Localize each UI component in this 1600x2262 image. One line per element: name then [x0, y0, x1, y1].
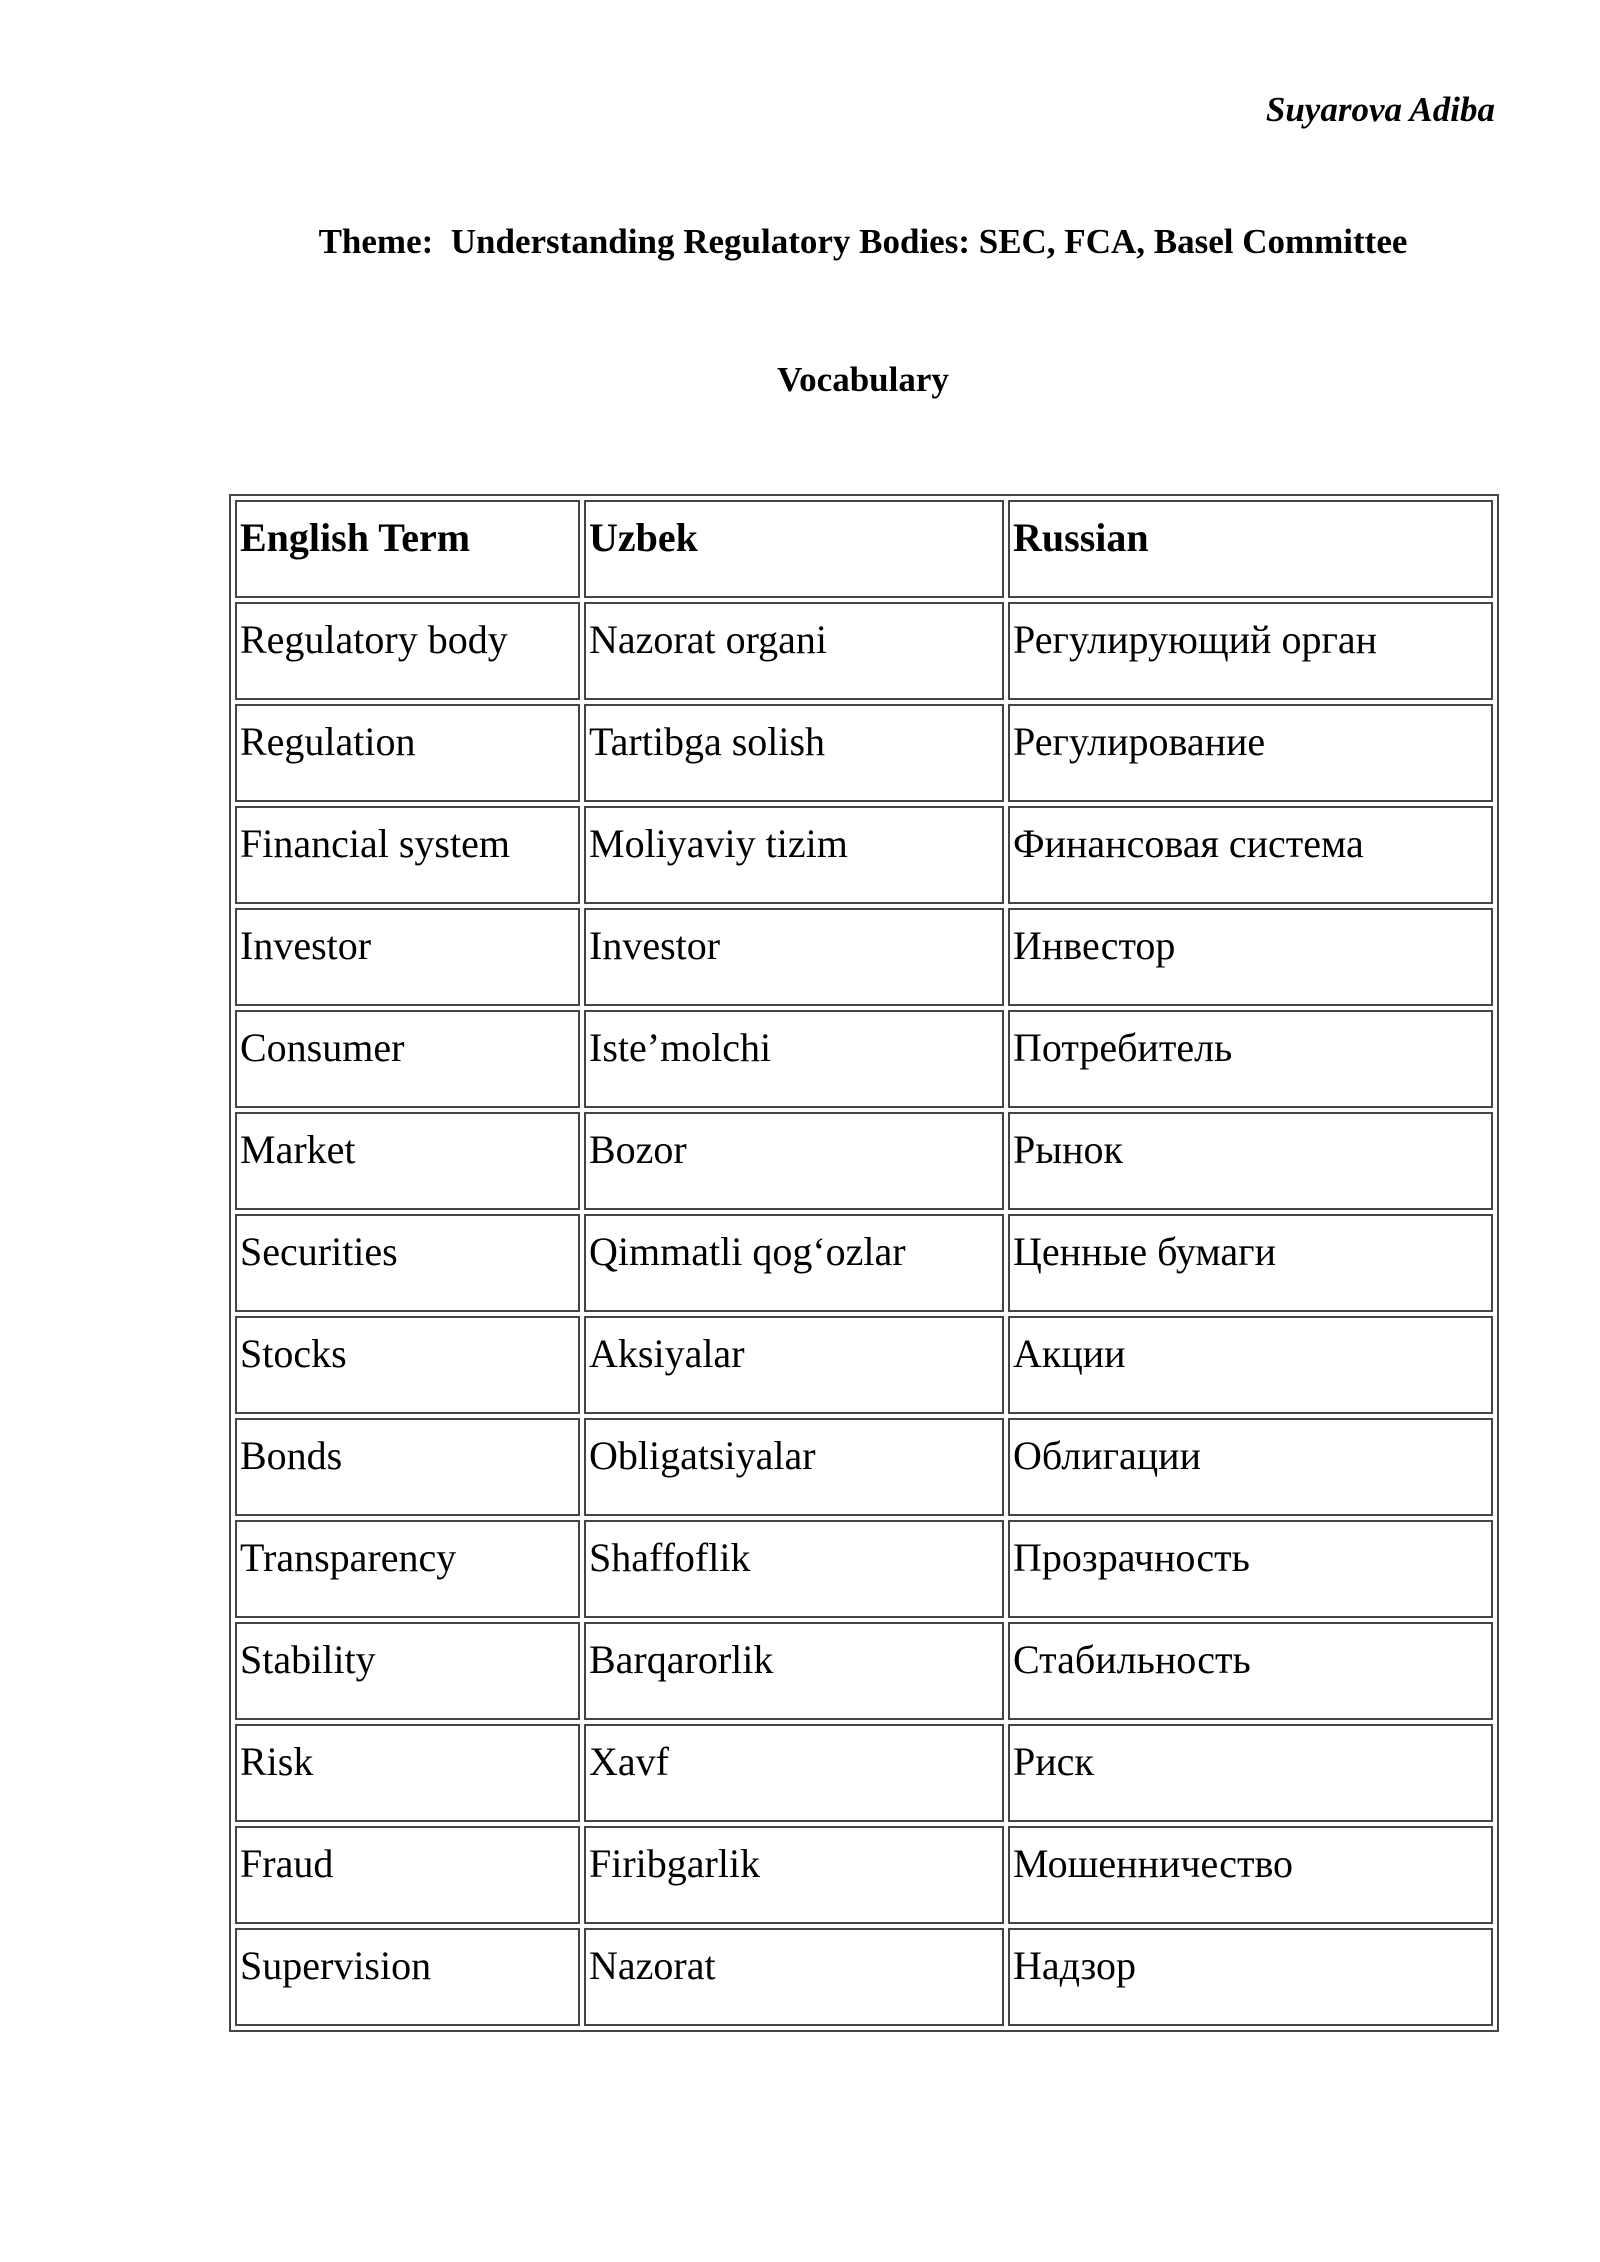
uzbek-term-cell: Nazorat — [584, 1928, 1004, 2026]
uzbek-term-cell: Nazorat organi — [584, 602, 1004, 700]
table-row — [235, 1826, 1493, 1924]
russian-term-cell: Надзор — [1008, 1928, 1493, 2026]
uzbek-term-cell: Xavf — [584, 1724, 1004, 1822]
russian-term-cell: Инвестор — [1008, 908, 1493, 1006]
russian-term-cell: Регулирующий орган — [1008, 602, 1493, 700]
section-title: Vocabulary — [777, 360, 949, 399]
table-row — [235, 1316, 1493, 1414]
english-term-cell: Stability — [235, 1622, 580, 1720]
uzbek-term-cell: Bozor — [584, 1112, 1004, 1210]
uzbek-term-cell: Iste’molchi — [584, 1010, 1004, 1108]
uzbek-term-cell: Shaffoflik — [584, 1520, 1004, 1618]
english-term-cell: Regulatory body — [235, 602, 580, 700]
uzbek-term-cell: Barqarorlik — [584, 1622, 1004, 1720]
english-term-cell: Consumer — [235, 1010, 580, 1108]
table-row — [235, 908, 1493, 1006]
russian-term-cell: Регулирование — [1008, 704, 1493, 802]
table-row — [235, 1928, 1493, 2026]
russian-term-cell: Стабильность — [1008, 1622, 1493, 1720]
table-row — [235, 1724, 1493, 1822]
table-row — [235, 1622, 1493, 1720]
table-row — [235, 1112, 1493, 1210]
table-row — [235, 1418, 1493, 1516]
russian-term-cell: Мошенничество — [1008, 1826, 1493, 1924]
uzbek-term-cell: Firibgarlik — [584, 1826, 1004, 1924]
author-name: Suyarova Adiba — [1265, 90, 1495, 129]
table-row — [235, 806, 1493, 904]
english-term-cell: Securities — [235, 1214, 580, 1312]
table-row — [235, 1010, 1493, 1108]
english-term-cell: Transparency — [235, 1520, 580, 1618]
russian-term-cell: Рынок — [1008, 1112, 1493, 1210]
column-header-russian: Russian — [1008, 500, 1493, 598]
uzbek-term-cell: Investor — [584, 908, 1004, 1006]
uzbek-term-cell: Moliyaviy tizim — [584, 806, 1004, 904]
table-row — [235, 704, 1493, 802]
uzbek-term-cell: Qimmatli qog‘ozlar — [584, 1214, 1004, 1312]
russian-term-cell: Ценные бумаги — [1008, 1214, 1493, 1312]
english-term-cell: Investor — [235, 908, 580, 1006]
uzbek-term-cell: Aksiyalar — [584, 1316, 1004, 1414]
column-header-english: English Term — [235, 500, 580, 598]
english-term-cell: Regulation — [235, 704, 580, 802]
table-body — [235, 602, 1493, 2026]
english-term-cell: Financial system — [235, 806, 580, 904]
english-term-cell: Supervision — [235, 1928, 580, 2026]
english-term-cell: Stocks — [235, 1316, 580, 1414]
russian-term-cell: Акции — [1008, 1316, 1493, 1414]
table-row — [235, 1214, 1493, 1312]
russian-term-cell: Финансовая система — [1008, 806, 1493, 904]
table-row — [235, 1520, 1493, 1618]
english-term-cell: Fraud — [235, 1826, 580, 1924]
english-term-cell: Bonds — [235, 1418, 580, 1516]
theme-title: Theme: Understanding Regulatory Bodies: SEC, FCA, Basel Committee — [318, 222, 1408, 261]
russian-term-cell: Риск — [1008, 1724, 1493, 1822]
table-row — [235, 602, 1493, 700]
column-header-uzbek: Uzbek — [584, 500, 1004, 598]
uzbek-term-cell: Obligatsiyalar — [584, 1418, 1004, 1516]
russian-term-cell: Потребитель — [1008, 1010, 1493, 1108]
table-header-row — [235, 500, 1493, 598]
vocabulary-table — [229, 494, 1499, 2032]
uzbek-term-cell: Tartibga solish — [584, 704, 1004, 802]
russian-term-cell: Прозрачность — [1008, 1520, 1493, 1618]
russian-term-cell: Облигации — [1008, 1418, 1493, 1516]
english-term-cell: Risk — [235, 1724, 580, 1822]
english-term-cell: Market — [235, 1112, 580, 1210]
